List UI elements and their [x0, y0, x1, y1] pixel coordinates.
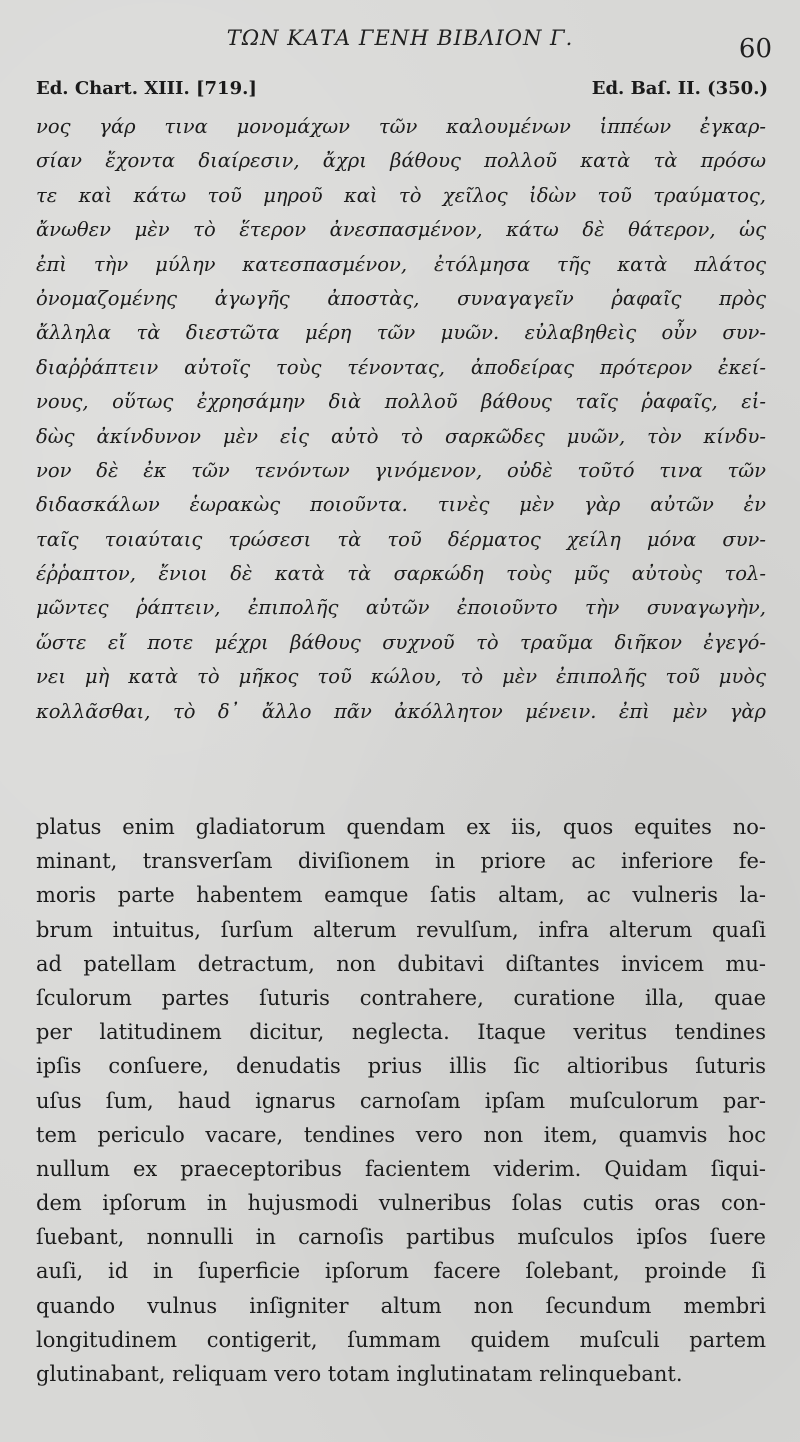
latin-text-block — [36, 810, 766, 1391]
latin-text-line: auſi, id in ſuperficie ipſorum facere ſolebant, proinde ſi — [36, 1259, 766, 1284]
edition-bas-reference: Ed. Baſ. II. (350.) — [591, 78, 768, 99]
greek-text-line: διδασκάλων ἑωρακὼς ποιοῦντα. τινὲς μὲν γὰρ αὐτῶν ἐν — [36, 493, 766, 517]
greek-text-line: σίαν ἔχοντα διαίρεσιν, ἄχρι βάθους πολλοῦ κατὰ τὰ πρόσω — [36, 149, 766, 173]
latin-text-line: platus enim gladiatorum quendam ex iis, quos equites no- — [36, 815, 766, 839]
greek-text-line: μῶντες ῥάπτειν, ἐπιπολῆς αὐτῶν ἐποιοῦντο τὴν συναγωγὴν, — [36, 596, 766, 620]
greek-text-line: νον δὲ ἐκ τῶν τενόντων γινόμενον, οὐδὲ τοῦτό τινα τῶν — [36, 458, 766, 482]
greek-text-line: νους, οὕτως ἐχρησάμην διὰ πολλοῦ βάθους ταῖς ῥαφαῖς, εἰ- — [36, 390, 766, 414]
greek-text-line: έῤῥαπτον, ἔνιοι δὲ κατὰ τὰ σαρκώδη τοὺς μῦς αὐτοὺς τολ- — [36, 562, 766, 586]
latin-text-line: longitudinem contigerit, ſummam quidem muſculi partem — [36, 1327, 766, 1352]
greek-text-line: νει μὴ κατὰ τὸ μῆκος τοῦ κώλου, τὸ μὲν ἐπιπολῆς τοῦ μυὸς — [36, 665, 766, 689]
latin-text-line: ad patellam detractum, non dubitavi diſtantes invicem mu- — [36, 951, 766, 976]
greek-text-line: τε καὶ κάτω τοῦ μηροῦ καὶ τὸ χεῖλος ἰδὼν τοῦ τραύματος, — [36, 183, 766, 207]
greek-text-line: ἄλληλα τὰ διεστῶτα μέρη τῶν μυῶν. εὐλαβηθεὶς οὖν συν- — [36, 321, 766, 345]
latin-text-line: ipſis conſuere, denudatis prius illis ſic altioribus ſuturis — [36, 1054, 766, 1079]
greek-text-line: κολλᾶσθαι, τὸ δ᾽ ἄλλο πᾶν ἀκόλλητον μένειν. ἐπὶ μὲν γὰρ — [36, 699, 766, 723]
latin-text-line: nullum ex praeceptoribus facientem viderim. Quidam ſiqui- — [36, 1156, 766, 1181]
latin-text-line: quando vulnus inſigniter altum non ſecundum membri — [36, 1293, 766, 1318]
latin-text-line: tem periculo vacare, tendines vero non item, quamvis hoc — [36, 1122, 766, 1147]
page-number: 60 — [738, 34, 772, 64]
latin-text-line: glutinabant, reliquam vero totam inglutinatam relinquebant. — [36, 1362, 683, 1386]
edition-reference-line — [36, 78, 768, 99]
latin-text-line: per latitudinem dicitur, neglecta. Itaque veritus tendines — [36, 1020, 766, 1045]
latin-text-line: minant, transverſam diviſionem in priore ac inferiore fe- — [36, 849, 766, 874]
greek-text-line: ἄνωθεν μὲν τὸ ἕτερον ἀνεσπασμένον, κάτω δὲ θάτερον, ὡς — [36, 218, 766, 242]
greek-text-line: δὼς ἀκίνδυνον μὲν εἰς αὐτὸ τὸ σαρκῶδες μυῶν, τὸν κίνδυ- — [36, 424, 766, 448]
greek-text-line: ὀνομαζομένης ἀγωγῆς ἀποστὰς, συναγαγεῖν ῥαφαῖς πρὸς — [36, 286, 766, 310]
greek-text-line: νος γάρ τινα μονομάχων τῶν καλουμένων ἱππέων ἐγκαρ- — [36, 115, 766, 138]
greek-text-line: διαῤῥάπτειν αὐτοῖς τοὺς τένοντας, ἀποδείρας πρότερον ἐκεί- — [36, 355, 766, 379]
edition-chart-reference: Ed. Chart. XIII. [719.] — [36, 78, 257, 99]
latin-text-line: ſculorum partes ſuturis contrahere, curatione illa, quae — [36, 985, 766, 1010]
latin-text-line: dem ipſorum in hujusmodi vulneribus ſolas cutis oras con- — [36, 1191, 766, 1216]
greek-text-line: ὥστε εἴ ποτε μέχρι βάθους συχνοῦ τὸ τραῦμα διῆκον ἐγεγό- — [36, 630, 766, 654]
running-header-title: ΤΩΝ ΚΑΤΑ ΓΕΝΗ ΒΙΒΛΙΟΝ Γ. — [226, 26, 574, 50]
latin-text-line: uſus ſum, haud ignarus carnoſam ipſam muſculorum par- — [36, 1088, 766, 1113]
latin-text-line: brum intuitus, ſurſum alterum revulſum, infra alterum quaſi — [36, 917, 766, 942]
latin-text-line: moris parte habentem eamque ſatis altam, ac vulneris la- — [36, 883, 766, 908]
greek-text-line: ταῖς τοιαύταις τρώσεσι τὰ τοῦ δέρματος χείλη μόνα συν- — [36, 527, 766, 551]
greek-text-line: ἐπὶ τὴν μύλην κατεσπασμένον, ἐτόλμησα τῆς κατὰ πλάτος — [36, 252, 766, 276]
latin-text-line: ſuebant, nonnulli in carnoſis partibus muſculos ipſos ſuere — [36, 1225, 766, 1250]
greek-text-block — [36, 110, 766, 729]
